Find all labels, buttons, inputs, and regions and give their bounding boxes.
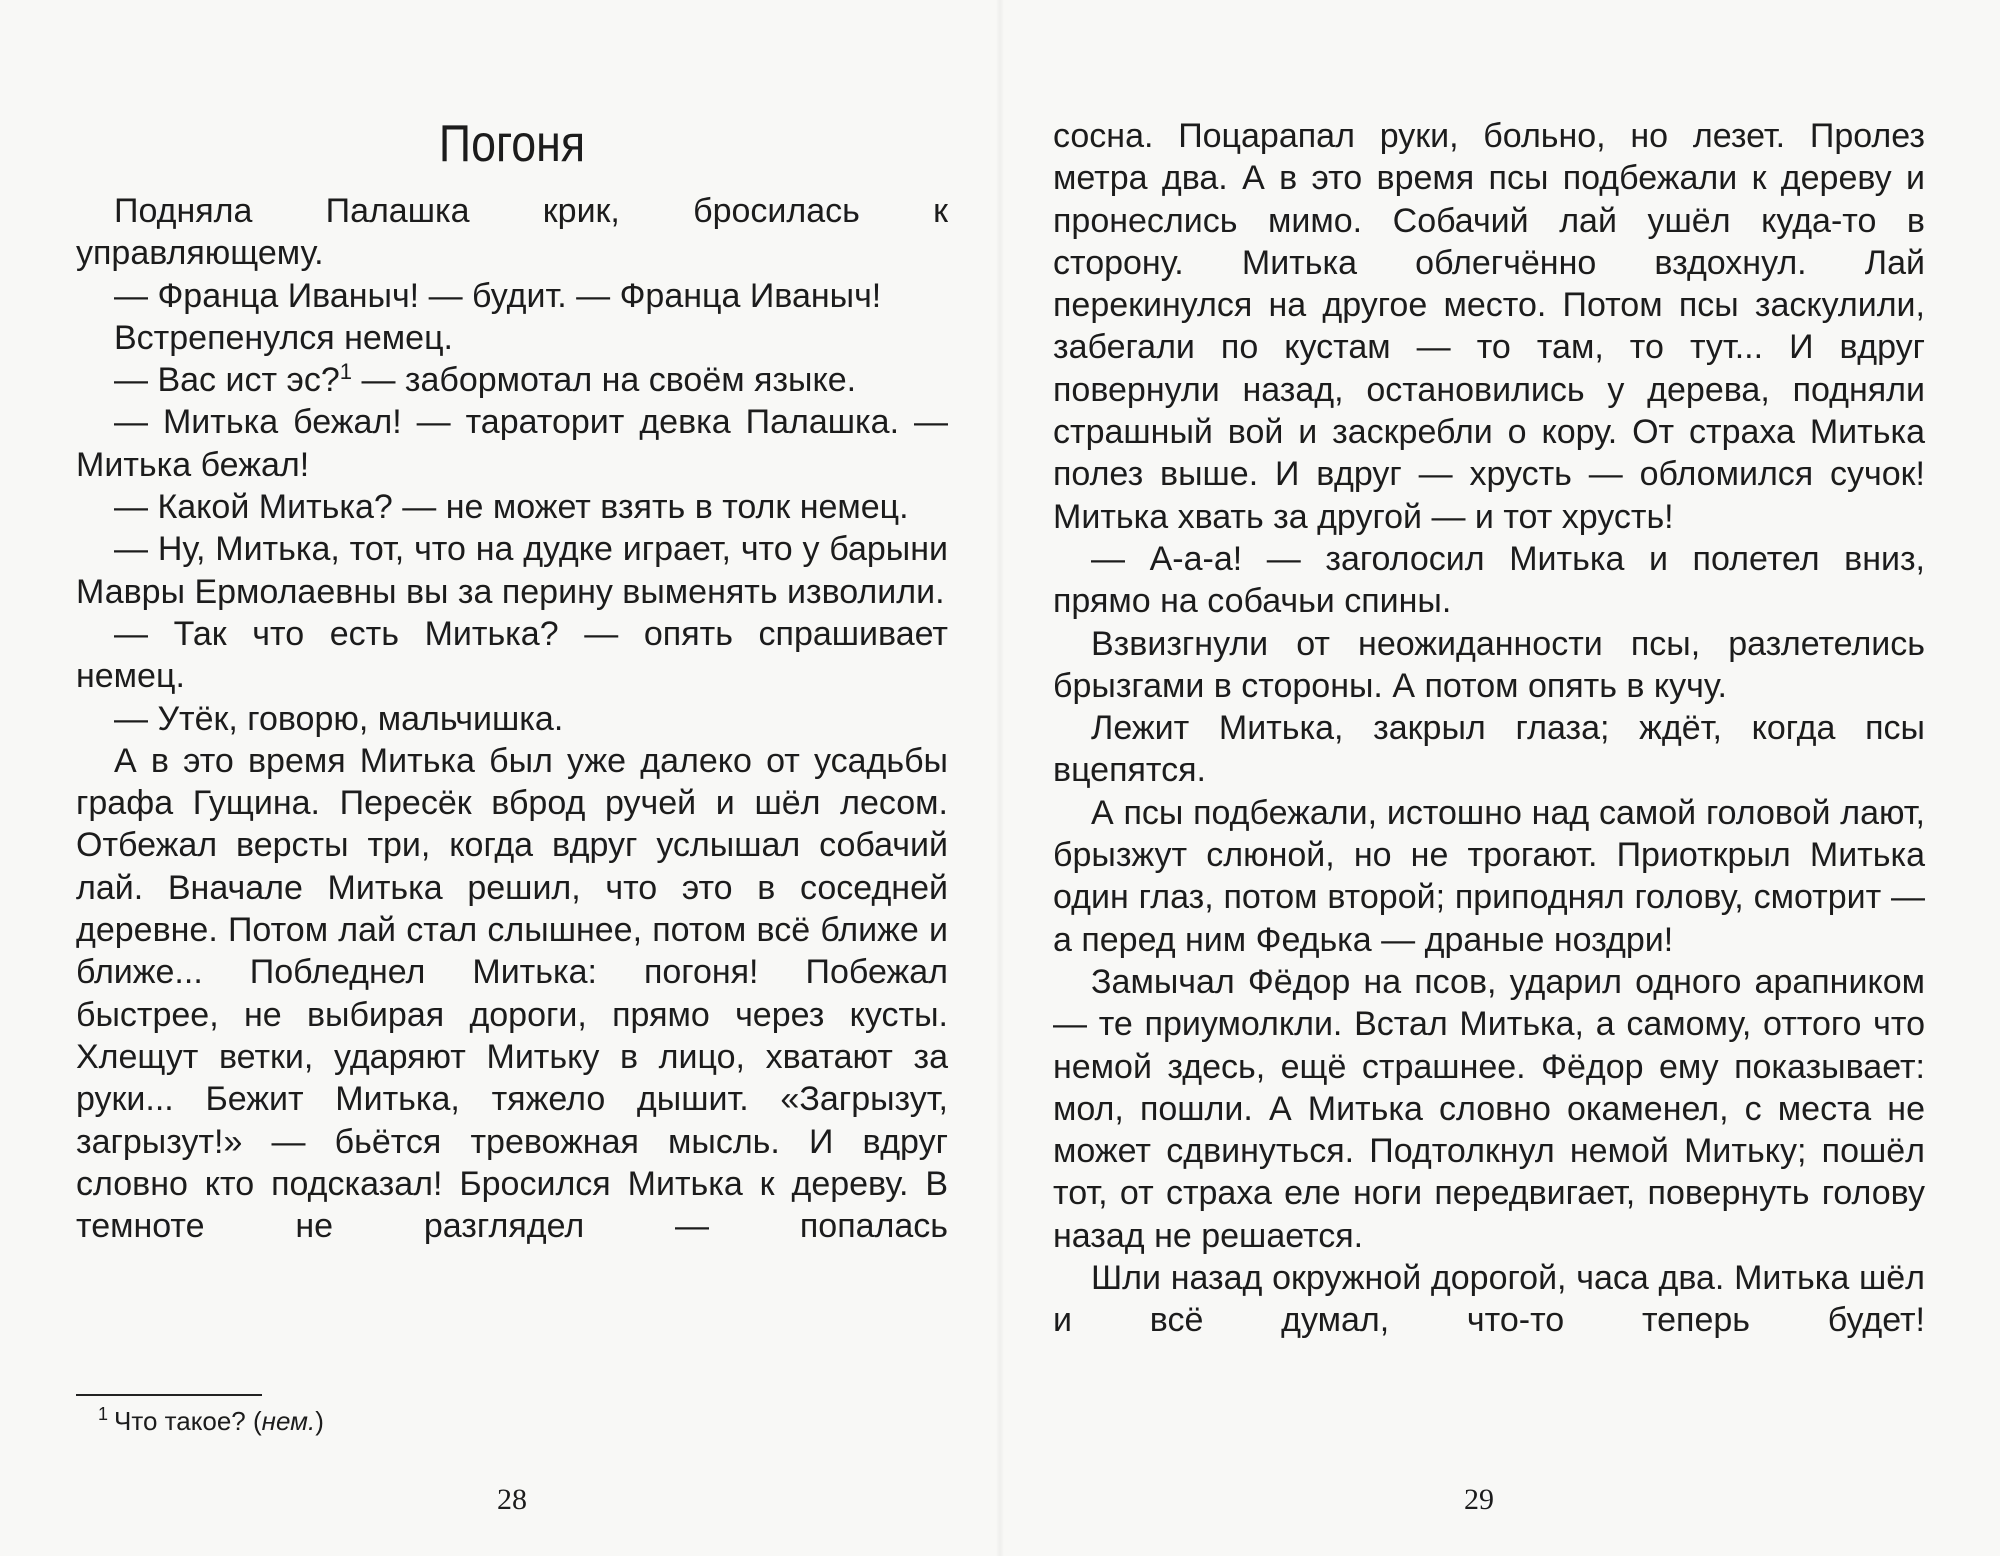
paragraph: А в это время Митька был уже далеко от усадьбы графа Гущина. Пересёк вброд ручей и шёл лесом. Отбежал версты три, когда вдруг услышал собачий лай. Вначале Митька решил, что это в соседней деревне. Потом лай стал слышнее, потом всё ближе и ближе... Побледнел Митька: погоня! Побежал быстрее, не выбирая дороги, прямо через кусты. Хлещут ветки, ударяют Митьку в лицо, хватают за руки... Бежит Митька, тяжело дышит. «Загрызут, загрызут!» — бьётся тревожная мысль. И вдруг словно кто подсказал! Бросился Митька к дереву. В темноте не разглядел — попалась — [76, 741, 948, 1246]
paragraph: — Митька бежал! — тараторит девка Палашка. — Митька бежал! — [76, 403, 948, 484]
paragraph: — Утёк, говорю, мальчишка. — [114, 699, 564, 738]
footnote-mark: 1 — [98, 1404, 109, 1424]
paragraph: Шли назад окружной дорогой, часа два. Митька шёл и всё думал, что-то теперь будет! — [1053, 1259, 1925, 1340]
paragraph: — Какой Митька? — не может взять в толк немец. — [114, 488, 909, 527]
paragraph-text-tail: — забормотал на своём языке. — [352, 361, 857, 400]
right-text-column — [1053, 115, 1925, 1342]
paragraph: сосна. Поцарапал руки, больно, но лезет. Пролез метра два. А в это время псы подбежали к дереву и пронеслись мимо. Собачий лай ушёл куда-то в сторону. Митька облегчённо вздохнул. Лай перекинулся на другое место. Потом псы заскулили, забегали по кустам — то там, то тут... И вдруг повернули назад, остановились у дерева, подняли страшный вой и заскребли о кору. От страха Митька полез выше. И вдруг — хрусть — обломился сучок! Митька хвать за другой — и тот хрусть! — [1053, 117, 1925, 536]
footnote — [98, 1404, 324, 1438]
paragraph — [76, 359, 948, 401]
footnote-divider — [76, 1394, 262, 1396]
paragraph: Замычал Фёдор на псов, ударил одного арапником — те приумолкли. Встал Митька, а самому, оттого что немой здесь, ещё страшнее. Фёдор ему показывает: мол, пошли. А Митька словно окаменел, с места не может сдвинуться. Подтолкнул немой Митьку; пошёл тот, от страха еле ноги передвигает, повернуть голову назад не решается. — [1053, 962, 1925, 1255]
footnote-italic: нем. — [261, 1406, 316, 1436]
footnote-close: ) — [315, 1406, 324, 1436]
paragraph: Взвизгнули от неожиданности псы, разлетелись брызгами в стороны. А потом опять в кучу. — [1053, 624, 1925, 705]
paragraph-text: — Вас ист эс? — [114, 361, 340, 400]
paragraph: — Франца Иваныч! — будит. — Франца Иваныч! — [114, 276, 882, 315]
footnote-reference: 1 — [339, 359, 352, 385]
right-page — [1000, 0, 2000, 1556]
paragraph: Встрепенулся немец. — [114, 318, 454, 357]
paragraph: Лежит Митька, закрыл глаза; ждёт, когда псы вцепятся. — [1053, 709, 1925, 790]
paragraph: А псы подбежали, истошно над самой головой лают, брызжут слюной, но не трогают. Приоткрыл Митька один глаз, потом второй; приподнял голову, смотрит — а перед ним Федька — драные ноздри! — [1053, 793, 1925, 959]
paragraph: — А-а-а! — заголосил Митька и полетел вниз, прямо на собачьи спины. — [1053, 539, 1925, 621]
page-number: 29 — [1464, 1483, 1494, 1516]
footnote-text: Что такое? ( — [114, 1406, 262, 1436]
paragraph: — Ну, Митька, тот, что на дудке играет, что у барыни Мавры Ермолаевны вы за перину выменять изволили. — [76, 530, 948, 611]
left-text-column — [76, 190, 948, 1247]
paragraph: Подняла Палашка крик, бросилась к управляющему. — [76, 192, 948, 273]
page-number: 28 — [497, 1483, 527, 1516]
paragraph: — Так что есть Митька? — опять спрашивает немец. — [76, 614, 948, 696]
chapter-title: Погоня — [438, 115, 586, 173]
